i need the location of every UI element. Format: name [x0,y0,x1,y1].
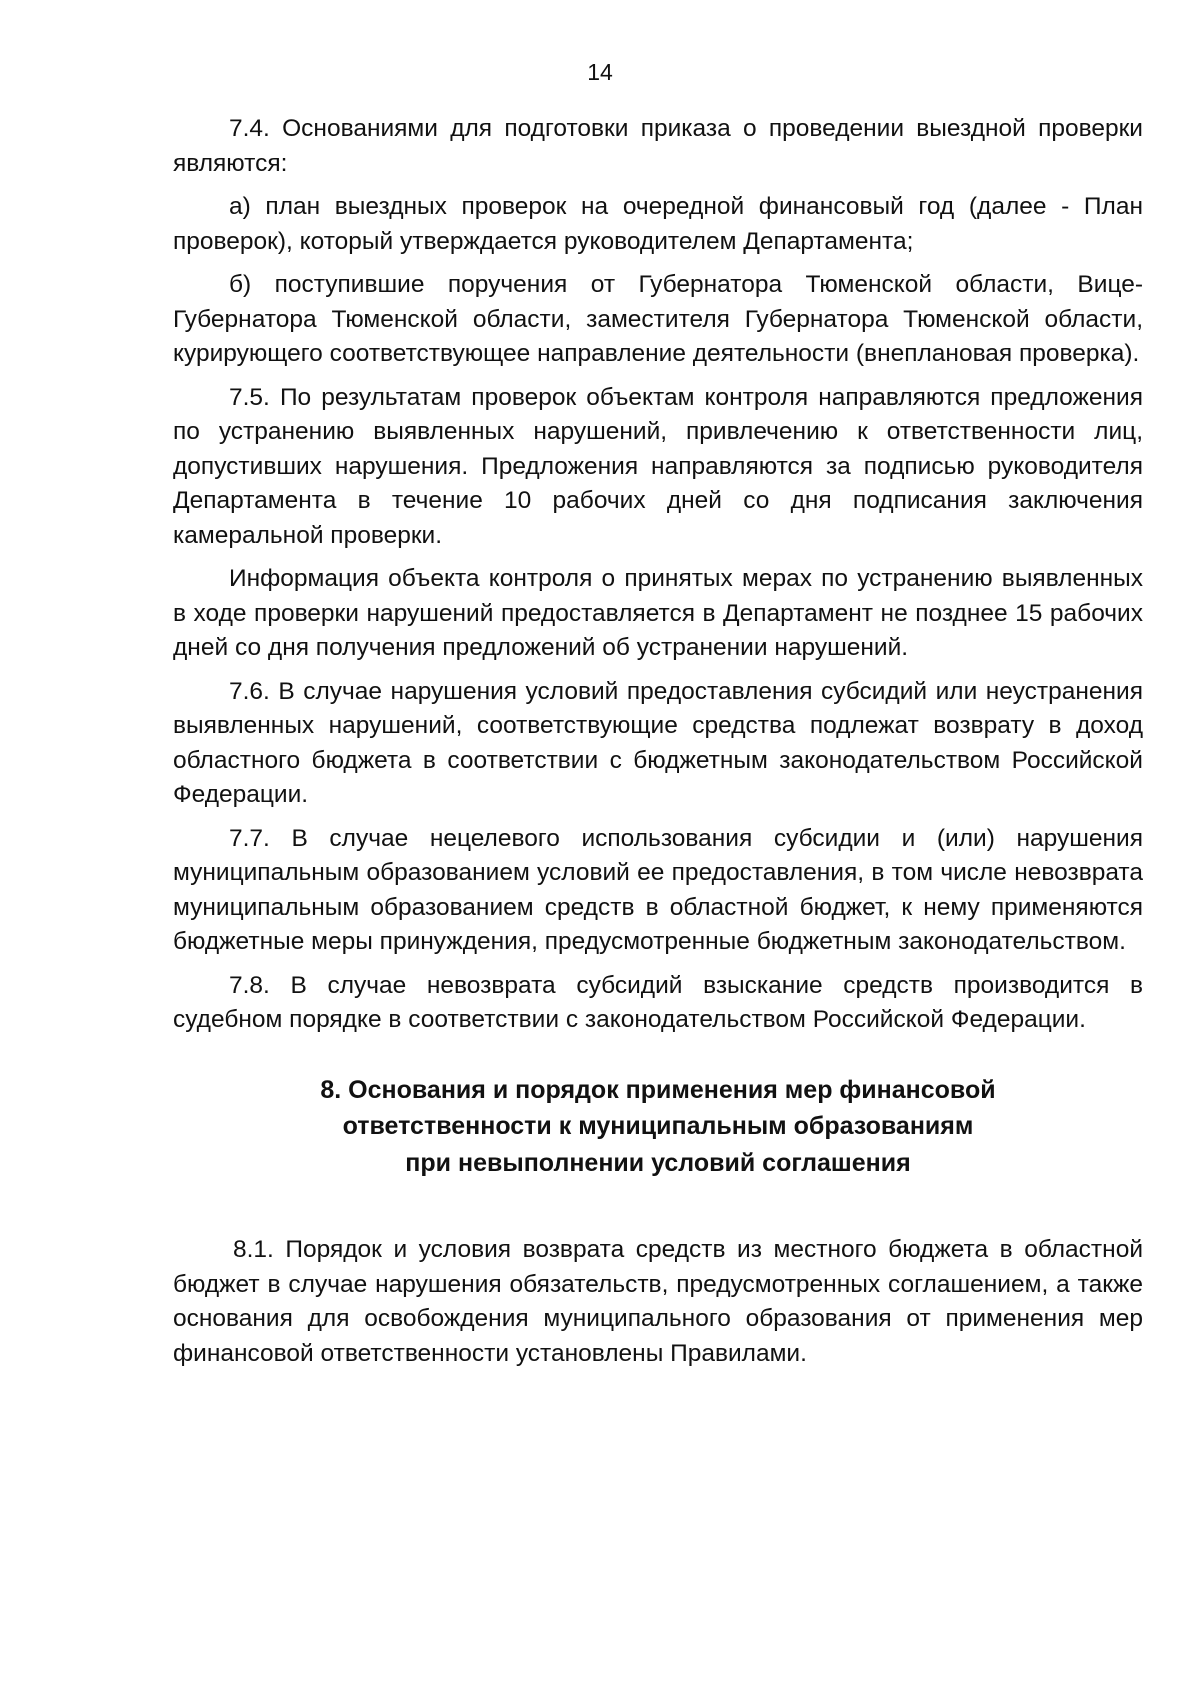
page-number: 14 [587,59,613,85]
paragraph-7-5-info: Информация объекта контроля о принятых мерах по устранению выявленных в ходе проверки нарушений предоставляется в Департамент не позднее 15 рабочих дней со дня получения предложений об устранении нарушений. [173,565,1143,661]
paragraph-7-7: 7.7. В случае нецелевого использования субсидии и (или) нарушения муниципальным образованием условий ее предоставления, в том числе невозврата муниципальным образованием средств в областной бюджет, к нему применяются бюджетные меры принуждения, предусмотренные бюджетным законодательством. [173,824,1143,955]
paragraph-7-4-a: а) план выездных проверок на очередной финансовый год (далее - План проверок), который утверждается руководителем Департамента; [173,193,1143,255]
section-heading-line-1: 8. Основания и порядок применения мер финансовой [320,1075,996,1104]
paragraph-8-1: 8.1. Порядок и условия возврата средств из местного бюджета в областной бюджет в случае нарушения обязательств, предусмотренных соглашением, а также основания для освобождения муниципального образования от применения мер финансовой ответственности установлены Правилами. [173,1236,1143,1367]
section-heading-line-2: ответственности к муниципальным образованиям [342,1112,974,1140]
section-8-heading [173,1072,1143,1182]
document-body [173,112,1143,1380]
paragraph-7-8: 7.8. В случае невозврата субсидий взыскание средств производится в судебном порядке в соответствии с законодательством Российской Федерации. [173,971,1143,1033]
section-heading-line-3: при невыполнении условий соглашения [405,1148,911,1177]
paragraph-7-6: 7.6. В случае нарушения условий предоставления субсидий или неустранения выявленных нарушений, соответствующие средства подлежат возврату в доход областного бюджета в соответствии с бюджетным законодательством Российской Федерации. [173,677,1143,808]
paragraph-7-4: 7.4. Основаниями для подготовки приказа о проведении выездной проверки являются: [173,115,1143,177]
paragraph-7-5: 7.5. По результатам проверок объектам контроля направляются предложения по устранению выявленных нарушений, привлечению к ответственности лиц, допустивших нарушения. Предложения направляются за подписью руководителя Департамента в течение 10 рабочих дней со дня подписания заключения камеральной проверки. [173,383,1143,549]
paragraph-7-4-b: б) поступившие поручения от Губернатора Тюменской области, Вице-Губернатора Тюменской области, заместителя Губернатора Тюменской области, курирующего соответствующее направление деятельности (внеплановая проверка). [173,271,1143,367]
